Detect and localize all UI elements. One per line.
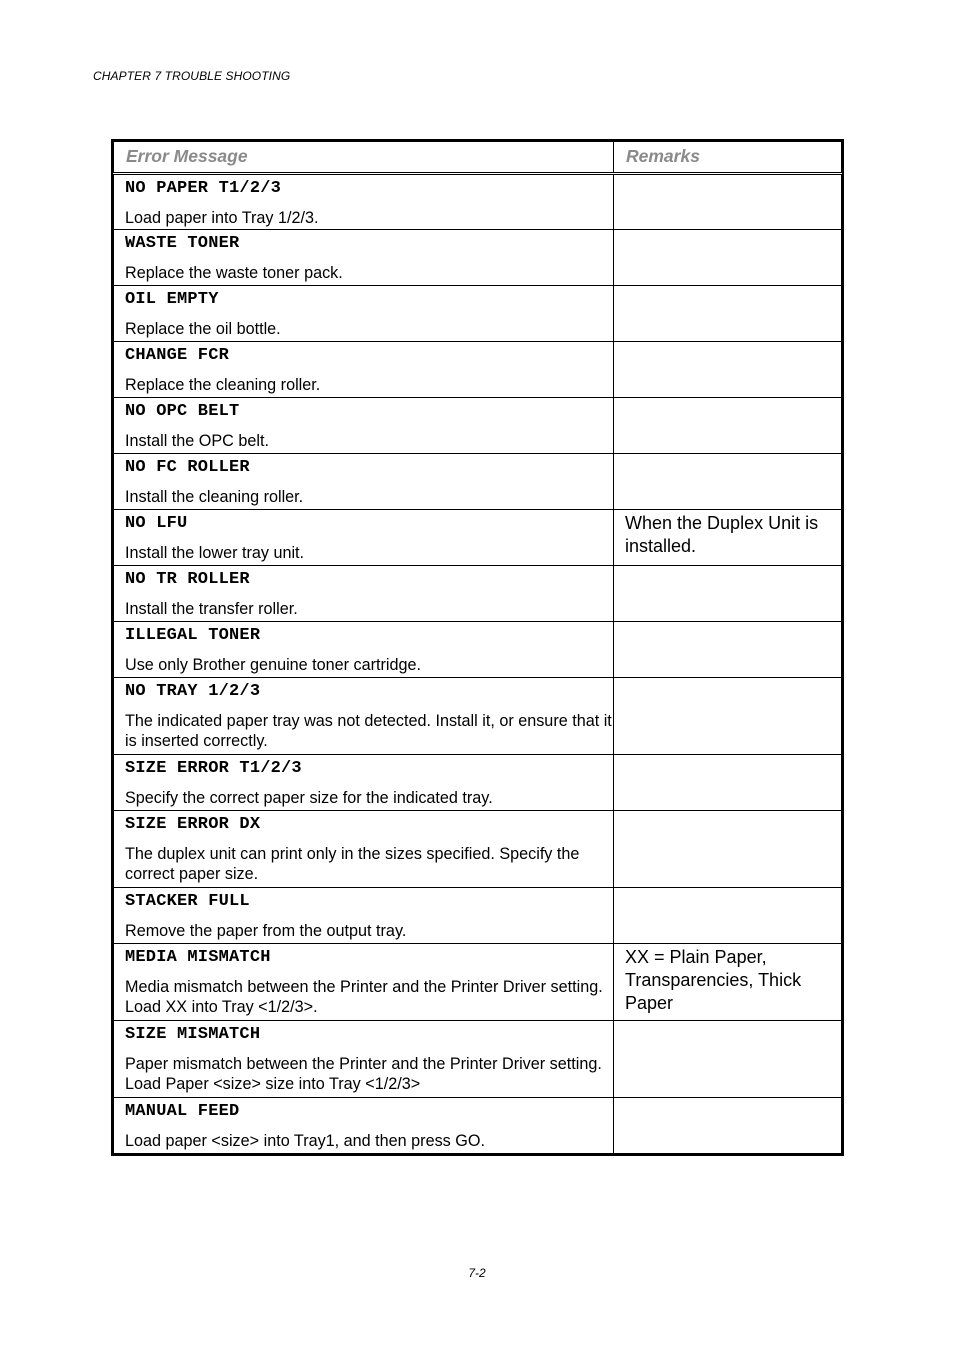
remarks-cell [614,888,842,944]
table-row [114,811,842,888]
error-code: NO TRAY 1/2/3 [125,682,261,701]
table-row [114,342,842,398]
error-description: The indicated paper tray was not detected. Install it, or ensure that it is inserted correctly. [125,712,612,750]
table-row [114,678,842,755]
error-description: Replace the cleaning roller. [125,376,321,394]
error-description: Load paper into Tray 1/2/3. [125,209,319,227]
error-code: SIZE ERROR DX [125,815,261,834]
table-header-row [114,142,842,174]
error-code: MANUAL FEED [125,1102,240,1121]
error-code: WASTE TONER [125,234,240,253]
remark-text [614,755,841,757]
column-header-remarks: Remarks [614,142,842,174]
chapter-header: CHAPTER 7 TROUBLE SHOOTING [93,69,291,83]
error-code: CHANGE FCR [125,346,230,365]
table-row [114,510,842,566]
error-cell [114,755,614,811]
table-row [114,566,842,622]
error-cell [114,888,614,944]
error-cell [114,1098,614,1154]
error-code: STACKER FULL [125,892,250,911]
remarks-cell [614,230,842,286]
error-description: The duplex unit can print only in the sizes specified. Specify the correct paper size. [125,845,580,883]
error-code: NO FC ROLLER [125,458,250,477]
error-description: Install the OPC belt. [125,432,269,450]
error-cell [114,510,614,566]
error-cell [114,398,614,454]
remark-text [614,342,841,344]
error-cell [114,811,614,888]
remark-text [614,566,841,568]
error-code: NO OPC BELT [125,402,240,421]
remarks-cell [614,811,842,888]
remarks-cell [614,174,842,230]
remarks-cell [614,286,842,342]
error-description: Replace the oil bottle. [125,320,281,338]
remarks-cell [614,1021,842,1098]
table-row [114,888,842,944]
remarks-cell [614,342,842,398]
remark-text [614,286,841,288]
column-header-error-message: Error Message [114,142,614,174]
remarks-cell [614,944,842,1021]
table-row [114,286,842,342]
table-row [114,454,842,510]
page-number: 7-2 [468,1266,486,1280]
remark-text: When the Duplex Unit is installed. [625,513,819,556]
remark-text [614,888,841,890]
error-description: Paper mismatch between the Printer and the Printer Driver setting. Load Paper <size> size into Tray <1/2/3> [125,1055,602,1093]
error-cell [114,566,614,622]
error-code: SIZE MISMATCH [125,1025,261,1044]
remarks-cell [614,566,842,622]
error-description: Load paper <size> into Tray1, and then press GO. [125,1132,485,1150]
error-description: Use only Brother genuine toner cartridge. [125,656,422,674]
error-description: Replace the waste toner pack. [125,264,343,282]
table-row [114,1021,842,1098]
error-code: MEDIA MISMATCH [125,948,271,967]
error-description: Install the lower tray unit. [125,544,305,562]
remark-text [614,230,841,232]
error-code: NO PAPER T1/2/3 [125,179,282,198]
table-row [114,1098,842,1154]
error-cell [114,622,614,678]
remarks-cell [614,454,842,510]
error-cell [114,286,614,342]
error-cell [114,1021,614,1098]
table-row [114,398,842,454]
remark-text [614,678,841,680]
error-cell [114,342,614,398]
error-description: Install the transfer roller. [125,600,298,618]
error-cell [114,174,614,230]
remarks-cell [614,678,842,755]
table-row [114,755,842,811]
remark-text [614,1098,841,1100]
remark-text [614,622,841,624]
error-cell [114,454,614,510]
error-cell [114,944,614,1021]
error-description: Media mismatch between the Printer and the Printer Driver setting. Load XX into Tray <1/2/3>. [125,978,603,1016]
error-code: NO LFU [125,514,188,533]
remarks-cell [614,622,842,678]
error-code: NO TR ROLLER [125,570,250,589]
remarks-cell [614,1098,842,1154]
remarks-cell [614,755,842,811]
error-code: SIZE ERROR T1/2/3 [125,759,302,778]
error-message-table [111,139,844,1156]
remark-text [614,1021,841,1023]
table-row [114,944,842,1021]
error-description: Specify the correct paper size for the indicated tray. [125,789,493,807]
table-row [114,230,842,286]
remark-text [614,398,841,400]
table-row [114,622,842,678]
remark-text [614,454,841,456]
error-description: Remove the paper from the output tray. [125,922,407,940]
remarks-cell [614,510,842,566]
remark-text: XX = Plain Paper, Transparencies, Thick Paper [625,947,802,1013]
error-cell [114,678,614,755]
table-row [114,174,842,230]
error-code: ILLEGAL TONER [125,626,261,645]
remarks-cell [614,398,842,454]
error-description: Install the cleaning roller. [125,488,304,506]
remark-text [614,175,841,177]
error-code: OIL EMPTY [125,290,219,309]
remark-text [614,811,841,813]
error-cell [114,230,614,286]
